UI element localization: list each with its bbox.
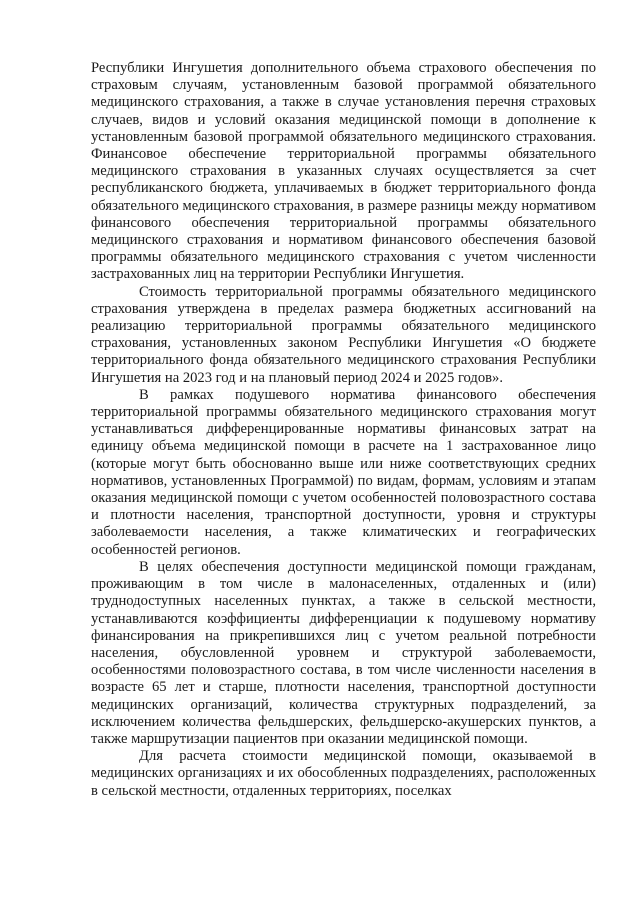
paragraph-cost-calculation: Для расчета стоимости медицинской помощи, оказываемой в медицинских организациях и их обособленных подразделениях, расположенных в сельской местности, отдаленных территориях, поселках (91, 748, 596, 799)
paragraph-differentiated-norms: В рамках подушевого норматива финансового обеспечения территориальной программы обязательного медицинского страхования могут устанавливаться дифференцированные нормативы финансовых затрат на единицу объема медицинской помощи в расчете на 1 застрахованное лицо (которые могут быть обоснованно выше или ниже соответствующих средних нормативов, установленных Программой) по видам, формам, условиям и этапам оказания медицинской помощи с учетом особенностей половозрастного состава и плотности населения, транспортной доступности, уровня и структуры заболеваемости населения, а также климатических и географических особенностей регионов. (91, 386, 596, 558)
document-body (91, 60, 596, 800)
paragraph-differentiation-coefficients: В целях обеспечения доступности медицинской помощи гражданам, проживающим в том числе в малонаселенных, отдаленных и (или) труднодоступных населенных пунктах, а также в сельской местности, устанавливаются коэффициенты дифференциации к подушевому нормативу финансирования на прикрепившихся лиц с учетом реальной потребности населения, обусловленной уровнем и структурой заболеваемости, особенностями половозрастного состава, в том числе численности населения в возрасте 65 лет и старше, плотности населения, транспортной доступности медицинских организаций, количества структурных подразделений, за исключением количества фельдшерских, фельдшерско-акушерских пунктов, а также маршрутизации пациентов при оказании медицинской помощи. (91, 558, 596, 747)
paragraph-continuation: Республики Ингушетия дополнительного объема страхового обеспечения по страховым случаям, установленным базовой программой обязательного медицинского страхования, а также в случае установления перечня страховых случаев, видов и условий оказания медицинской помощи в дополнение к установленным базовой программой обязательного медицинского страхования. Финансовое обеспечение территориальной программы обязательного медицинского страхования в указанных случаях осуществляется за счет республиканского бюджета, уплачиваемых в бюджет территориального фонда обязательного медицинского страхования, в размере разницы между нормативом финансового обеспечения территориальной программы обязательного медицинского страхования и нормативом финансового обеспечения базовой программы обязательного медицинского страхования с учетом численности застрахованных лиц на территории Республики Ингушетия. (91, 60, 596, 283)
paragraph-program-cost: Стоимость территориальной программы обязательного медицинского страхования утверждена в пределах размера бюджетных ассигнований на реализацию территориальной программы обязательного медицинского страхования, установленных законом Республики Ингушетия «О бюджете территориального фонда обязательного медицинского страхования Республики Ингушетия на 2023 год и на плановый период 2024 и 2025 годов». (91, 283, 596, 386)
